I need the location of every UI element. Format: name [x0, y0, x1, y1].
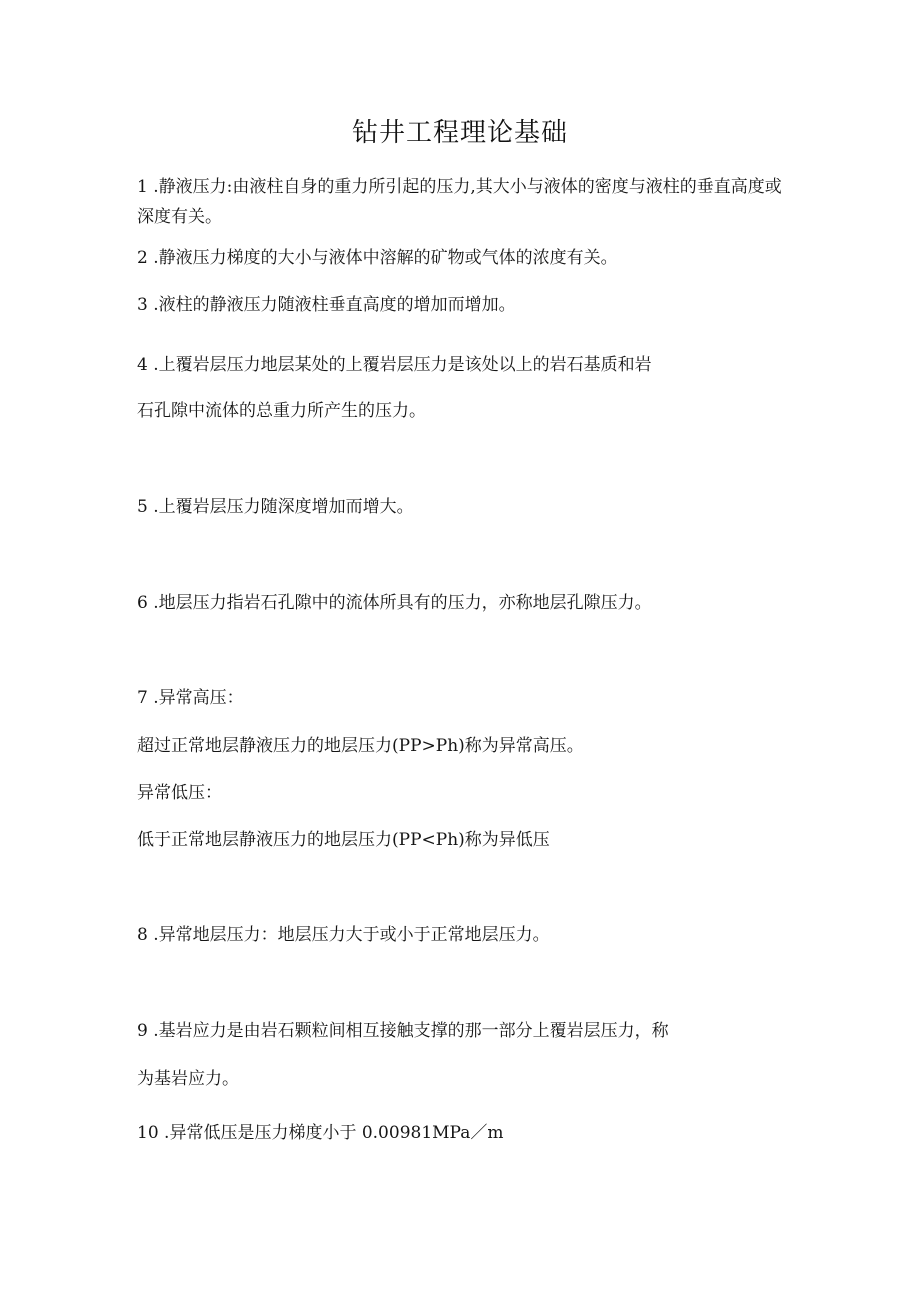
- paragraph-10: 10 .异常低压是压力梯度小于 0.00981MPa／m: [137, 1123, 504, 1143]
- paragraph-5: 5 .上覆岩层压力随深度增加而增大。: [137, 497, 414, 517]
- paragraph-9-line-1: 9 .基岩应力是由岩石颗粒间相互接触支撑的那一部分上覆岩层压力，称: [137, 1021, 669, 1041]
- paragraph-6: 6 .地层压力指岩石孔隙中的流体所具有的压力，亦称地层孔隙压力。: [137, 593, 652, 613]
- paragraph-7-low-heading: 异常低压：: [137, 783, 222, 803]
- paragraph-3: 3 .液柱的静液压力随液柱垂直高度的增加而增加。: [137, 295, 516, 315]
- paragraph-7-low-pressure: 低于正常地层静液压力的地层压力(PP<Ph)称为异低压: [137, 830, 550, 850]
- paragraph-8: 8 .异常地层压力：地层压力大于或小于正常地层压力。: [137, 925, 550, 945]
- paragraph-7-high-pressure: 超过正常地层静液压力的地层压力(PP>Ph)称为异常高压。: [137, 736, 584, 756]
- paragraph-4-line-2: 石孔隙中流体的总重力所产生的压力。: [137, 401, 426, 421]
- paragraph-2: 2 .静液压力梯度的大小与液体中溶解的矿物或气体的浓度有关。: [137, 248, 618, 268]
- paragraph-7-heading: 7 .异常高压：: [137, 688, 244, 708]
- document-title: 钻井工程理论基础: [351, 118, 568, 148]
- paragraph-9-line-2: 为基岩应力。: [137, 1069, 239, 1089]
- paragraph-4-line-1: 4 .上覆岩层压力地层某处的上覆岩层压力是该处以上的岩石基质和岩: [137, 355, 652, 375]
- paragraph-1: 1 .静液压力:由液柱自身的重力所引起的压力,其大小与液体的密度与液柱的垂直高度或深度有关。: [137, 177, 782, 227]
